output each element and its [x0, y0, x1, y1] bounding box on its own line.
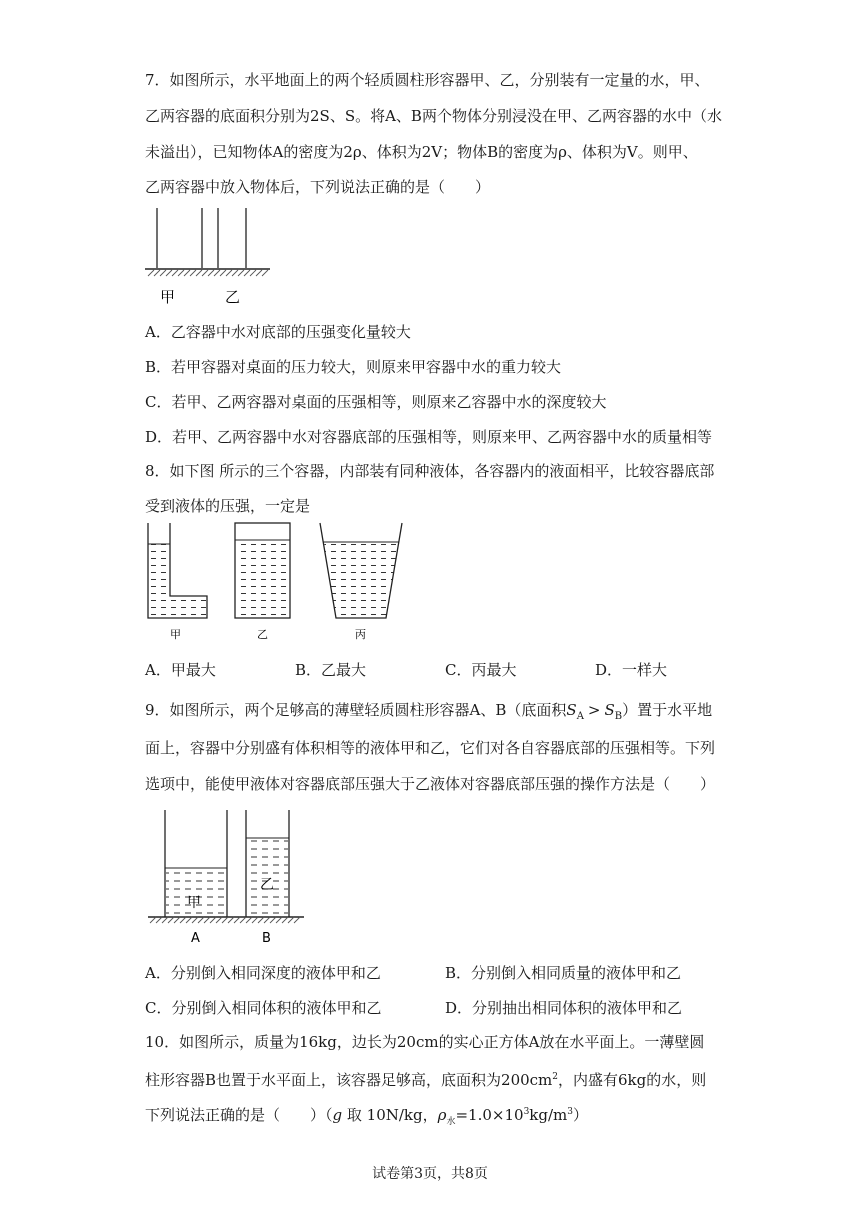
q9-label-a: A — [191, 931, 200, 946]
q10-line-3-e: ） — [573, 1106, 589, 1124]
q7-label-jia: 甲 — [160, 288, 176, 306]
q8-label-yi: 乙 — [257, 628, 268, 641]
q7-option-d: D．若甲、乙两容器中水对容器底部的压强相等，则原来甲、乙两容器中水的质量相等 — [145, 428, 713, 446]
page-footer: 试卷第3页，共8页 — [372, 1166, 488, 1182]
q10-g-symbol: g — [332, 1106, 343, 1124]
q9-line-2: 面上，容器中分别盛有体积相等的液体甲和乙，它们对各自容器底部的压强相等。下列 — [145, 739, 716, 757]
q10-rho-sub: 水 — [446, 1117, 456, 1127]
q8-figure — [140, 520, 420, 645]
q9-gt: > — [587, 701, 601, 719]
q10-line-3-d: kg/m — [529, 1106, 568, 1124]
q7-option-a: A．乙容器中水对底部的压强变化量较大 — [145, 323, 411, 341]
q9-line-1-end: ）置于水平地 — [622, 701, 713, 719]
q8-line-2: 受到液体的压强，一定是 — [145, 497, 311, 515]
q9-line-1 — [145, 700, 712, 727]
q7-line-1: 7．如图所示，水平地面上的两个轻质圆柱形容器甲、乙，分别装有一定量的水，甲、 — [145, 71, 710, 89]
q9-figure — [140, 805, 310, 950]
q9-label-b: B — [262, 931, 271, 946]
q8-line-1: 8．如下图 所示的三个容器，内部装有同种液体，各容器内的液面相平，比较容器底部 — [145, 462, 715, 480]
q9-liquid-jia: 甲 — [187, 895, 201, 911]
q10-rho-symbol: ρ — [437, 1106, 447, 1124]
q8-label-bing: 丙 — [355, 628, 366, 641]
q9-sa-sub: A — [576, 711, 584, 722]
q9-sb-symbol: S — [604, 701, 615, 719]
q9-option-b: B．分别倒入相同质量的液体甲和乙 — [445, 964, 682, 982]
q7-option-c: C．若甲、乙两容器对桌面的压强相等，则原来乙容器中水的深度较大 — [145, 393, 607, 411]
q10-line-2-start: 柱形容器B也置于水平面上，该容器足够高，底面积为200cm — [145, 1071, 553, 1089]
q7-line-2: 乙两容器的底面积分别为2S、S。将A、B两个物体分别浸没在甲、乙两容器的水中（水 — [145, 107, 722, 125]
q7-line-3: 未溢出），已知物体A的密度为2ρ、体积为2V；物体B的密度为ρ、体积为V。则甲、 — [145, 143, 698, 161]
q10-line-3-a: 下列说法正确的是（ ）（ — [145, 1106, 333, 1124]
q7-option-b: B．若甲容器对桌面的压力较大，则原来甲容器中水的重力较大 — [145, 358, 562, 376]
q9-line-1-start: 9．如图所示，两个足够高的薄壁轻质圆柱形容器A、B（底面积 — [145, 701, 567, 719]
q10-area-exp: 2 — [552, 1072, 559, 1082]
q9-line-3: 选项中，能使甲液体对容器底部压强大于乙液体对容器底部压强的操作方法是（ ） — [145, 775, 716, 793]
q10-line-3-c: =1.0×10 — [455, 1106, 524, 1124]
q8-option-b: B．乙最大 — [295, 661, 367, 679]
q9-option-a: A．分别倒入相同深度的液体甲和乙 — [145, 964, 381, 982]
q7-line-4: 乙两容器中放入物体后，下列说法正确的是（ ） — [145, 178, 491, 196]
q9-liquid-yi: 乙 — [260, 877, 274, 893]
q10-line-1: 10．如图所示，质量为16kg，边长为20cm的实心正方体A放在水平面上。一薄壁圆 — [145, 1033, 705, 1051]
q9-option-d: D．分别抽出相同体积的液体甲和乙 — [445, 999, 683, 1017]
q9-sb-sub: B — [614, 711, 623, 722]
q8-option-c: C．丙最大 — [445, 661, 517, 679]
q10-line-3 — [145, 1102, 588, 1132]
q10-line-3-b: 取 10N/kg， — [342, 1106, 438, 1124]
q7-figure — [140, 208, 280, 312]
q9-sa-symbol: S — [566, 701, 577, 719]
q8-option-a: A．甲最大 — [145, 661, 216, 679]
q8-option-d: D．一样大 — [595, 661, 668, 679]
q10-line-2 — [145, 1067, 706, 1090]
q9-option-c: C．分别倒入相同体积的液体甲和乙 — [145, 999, 382, 1017]
q10-exp-2: 3 — [567, 1107, 573, 1117]
q10-exp-1: 3 — [523, 1107, 530, 1117]
q7-label-yi: 乙 — [225, 288, 241, 306]
q8-label-jia: 甲 — [170, 628, 181, 641]
q10-line-2-end: ，内盛有6kg的水，则 — [558, 1071, 707, 1089]
